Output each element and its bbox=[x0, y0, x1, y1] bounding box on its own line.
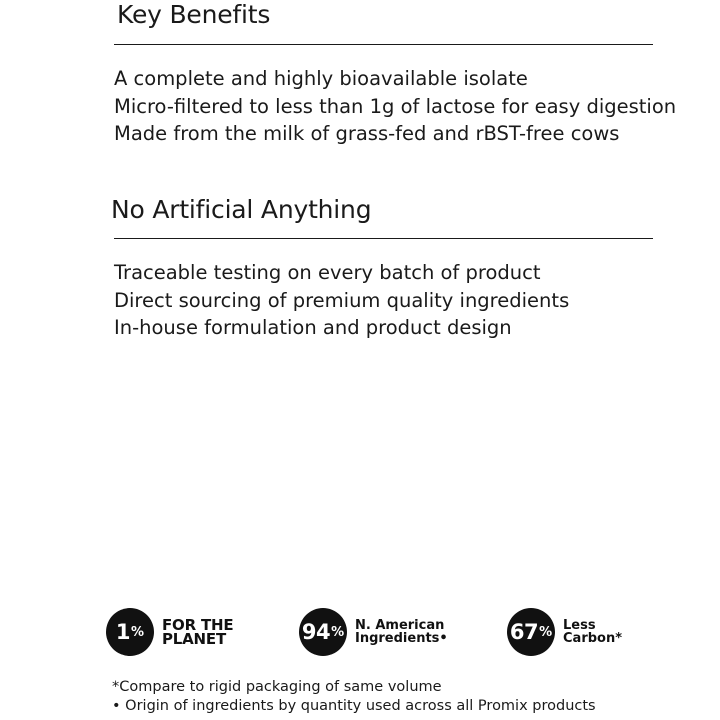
list-item: Direct sourcing of premium quality ingredients bbox=[114, 288, 570, 312]
list-item: Made from the milk of grass-fed and rBST-free cows bbox=[114, 122, 620, 145]
badge-percent: % bbox=[539, 624, 553, 640]
american-ingredients-badge bbox=[299, 607, 448, 657]
one-percent-logo bbox=[106, 608, 154, 656]
list-item: Traceable testing on every batch of product bbox=[114, 261, 541, 284]
badge-label-line2: PLANET bbox=[162, 630, 226, 648]
badge-label-line2: Carbon* bbox=[563, 631, 623, 646]
list-item: In-house formulation and product design bbox=[114, 316, 512, 339]
ninety-four-percent-circle bbox=[299, 608, 347, 656]
no-artificial-heading: No Artificial Anything bbox=[111, 195, 372, 224]
badge-percent: % bbox=[131, 624, 145, 640]
list-item: A complete and highly bioavailable isolate bbox=[114, 67, 528, 90]
no-artificial-divider bbox=[114, 238, 653, 239]
origin-footnote: • Origin of ingredients by quantity used across all Promix products bbox=[112, 698, 596, 714]
key-benefits-heading: Key Benefits bbox=[117, 0, 271, 29]
badge-number: 67 bbox=[509, 620, 539, 644]
key-benefits-divider bbox=[114, 44, 653, 45]
one-percent-planet-badge bbox=[106, 607, 233, 657]
badge-label bbox=[563, 619, 622, 645]
badge-label-line1: N. American bbox=[355, 618, 445, 633]
sixty-seven-percent-circle bbox=[507, 608, 555, 656]
badge-label bbox=[162, 618, 233, 646]
badge-label-line2: Ingredients• bbox=[355, 631, 448, 646]
badge-number: 94 bbox=[301, 620, 331, 644]
badge-label-line1: FOR THE bbox=[162, 616, 234, 634]
badge-percent: % bbox=[331, 624, 345, 640]
no-artificial-list bbox=[114, 259, 569, 342]
less-carbon-badge bbox=[507, 607, 622, 657]
list-item: Micro-filtered to less than 1g of lactose for easy digestion bbox=[114, 94, 677, 118]
key-benefits-list bbox=[114, 65, 676, 148]
badge-label-line1: Less bbox=[563, 618, 596, 633]
carbon-footnote: *Compare to rigid packaging of same volume bbox=[112, 679, 442, 695]
badge-number: 1 bbox=[115, 620, 131, 644]
badge-label bbox=[355, 619, 448, 645]
